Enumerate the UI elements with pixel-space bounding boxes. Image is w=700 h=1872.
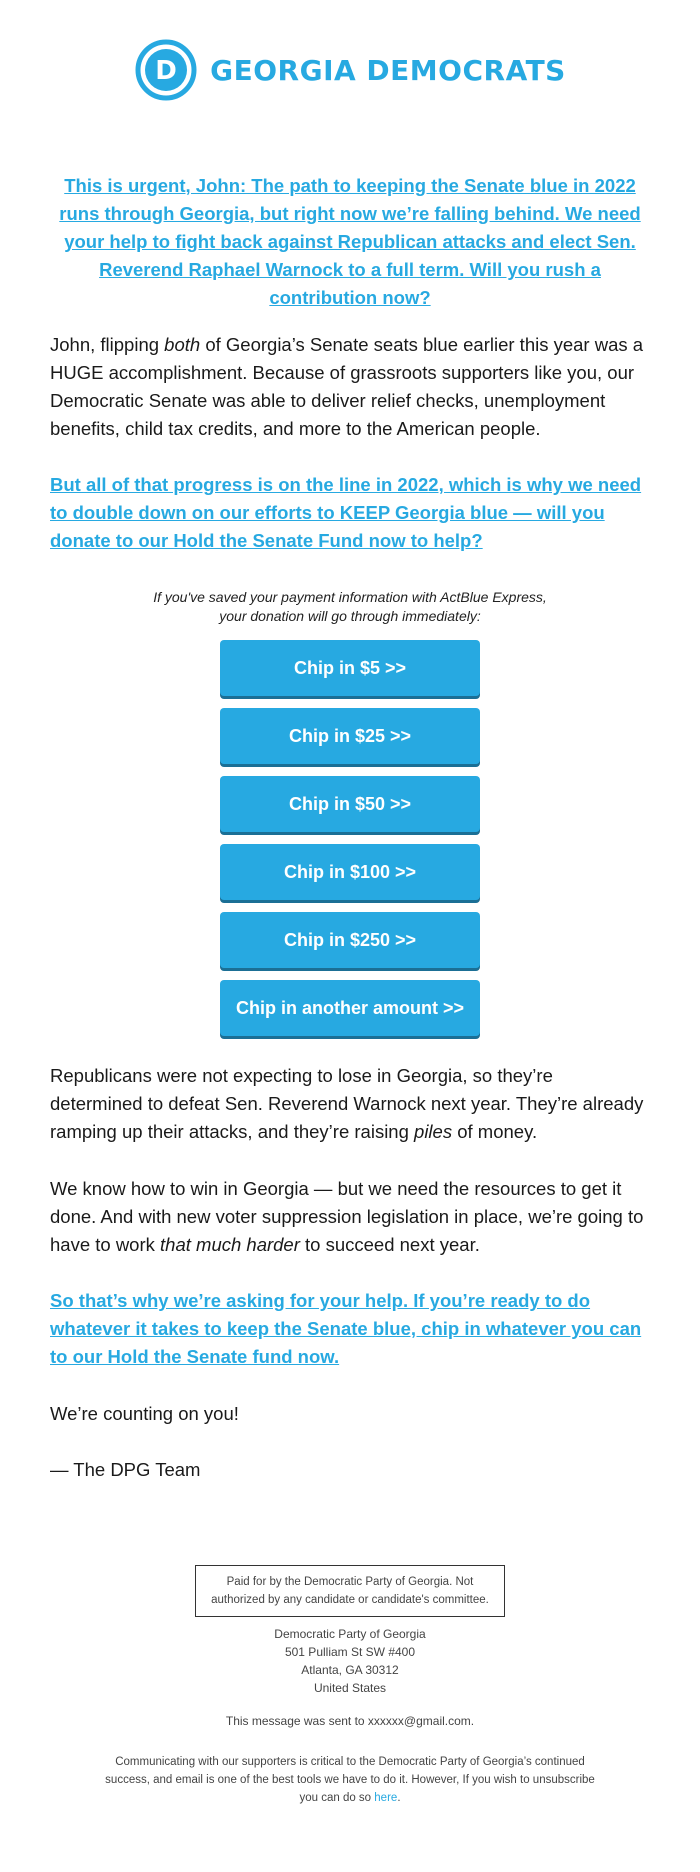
address-line-org: Democratic Party of Georgia [274,1627,426,1641]
unsubscribe-end: . [397,1792,401,1804]
actblue-note-line2: your donation will go through immediately: [219,608,481,624]
sent-to-notice: This message was sent to xxxxxx@gmail.com. [225,1714,475,1728]
para2-text-a: Republicans were not expecting to lose in Georgia, so they’re determined to defeat Sen. Reverend Warnock next year. They’re already ramping up their attacks, and they’re raising [50,1065,644,1142]
para3-emphasis: that much harder [160,1234,300,1255]
chip-in-25-button[interactable]: Chip in $25 >> [220,708,480,764]
signature: — The DPG Team [50,1459,201,1480]
unsubscribe-notice [95,1753,605,1807]
disclaimer-line2: authorized by any candidate or candidate's committee. [211,1594,489,1606]
header-logo[interactable] [0,36,700,104]
actblue-note-line1: If you've saved your payment information with ActBlue Express, [153,589,547,605]
paragraph-how-to-win [50,1175,650,1259]
paid-for-disclaimer [195,1565,505,1617]
paragraph-accomplishment [50,331,650,443]
logo-letter: D [155,56,177,86]
chip-in-5-button[interactable]: Chip in $5 >> [220,640,480,696]
donate-cta-link[interactable]: But all of that progress is on the line in 2022, which is why we need to double down on our efforts to KEEP Georgia blue — will you donate to our Hold the Senate Fund now to help? [50,474,642,551]
chip-in-other-amount-button[interactable]: Chip in another amount >> [220,980,480,1036]
chip-in-250-button[interactable]: Chip in $250 >> [220,912,480,968]
hold-senate-cta-link[interactable]: So that’s why we’re asking for your help. If you’re ready to do whatever it takes to keep the Senate blue, chip in whatever you can to our Hold the Senate fund now. [50,1290,642,1367]
disclaimer-line1: Paid for by the Democratic Party of Georgia. Not [226,1576,474,1588]
logo-text: GEORGIA DEMOCRATS [210,53,566,87]
unsubscribe-text: Communicating with our supporters is critical to the Democratic Party of Georgia’s continued success, and email is one of the best tools we have to do it. However, If you wish to unsubscribe you can do so [105,1756,595,1804]
actblue-note [50,588,650,626]
donation-buttons [220,640,480,1048]
address-line-country: United States [313,1681,387,1695]
chip-in-100-button[interactable]: Chip in $100 >> [220,844,480,900]
lead-headline-link[interactable]: This is urgent, John: The path to keeping the Senate blue in 2022 runs through Georgia, but right now we’re falling behind. We need your help to fight back against Republican attacks and elect Sen. Reverend Raphael Warnock to a full term. Will you rush a contribution now? [59,175,641,308]
para3-text-a: We know how to win in Georgia — but we need the resources to get it done. And with new voter suppression legislation in place, we’re going to have to work [50,1178,644,1255]
para1-text-a: John, flipping [50,334,165,355]
para2-text-b: of money. [452,1121,538,1142]
chip-in-50-button[interactable]: Chip in $50 >> [220,776,480,832]
para1-emphasis: both [164,334,201,355]
unsubscribe-link[interactable]: here [374,1792,398,1804]
para2-emphasis: piles [414,1121,453,1142]
para1-text-b: of Georgia’s Senate seats blue earlier this year was a HUGE accomplishment. Because of grassroots supporters like you, our Democratic Senate was able to deliver relief checks, unemployment benefits, child tax credits, and more to the American people. [50,334,644,439]
mailing-address [0,1625,700,1697]
para3-text-b: to succeed next year. [299,1234,480,1255]
paragraph-republicans [50,1062,650,1146]
democrats-d-logo-icon [134,38,198,102]
logo-group[interactable] [134,38,566,102]
address-line-street: 501 Pulliam St SW #400 [284,1645,416,1659]
closing-line: We’re counting on you! [50,1403,239,1424]
address-line-city: Atlanta, GA 30312 [301,1663,399,1677]
